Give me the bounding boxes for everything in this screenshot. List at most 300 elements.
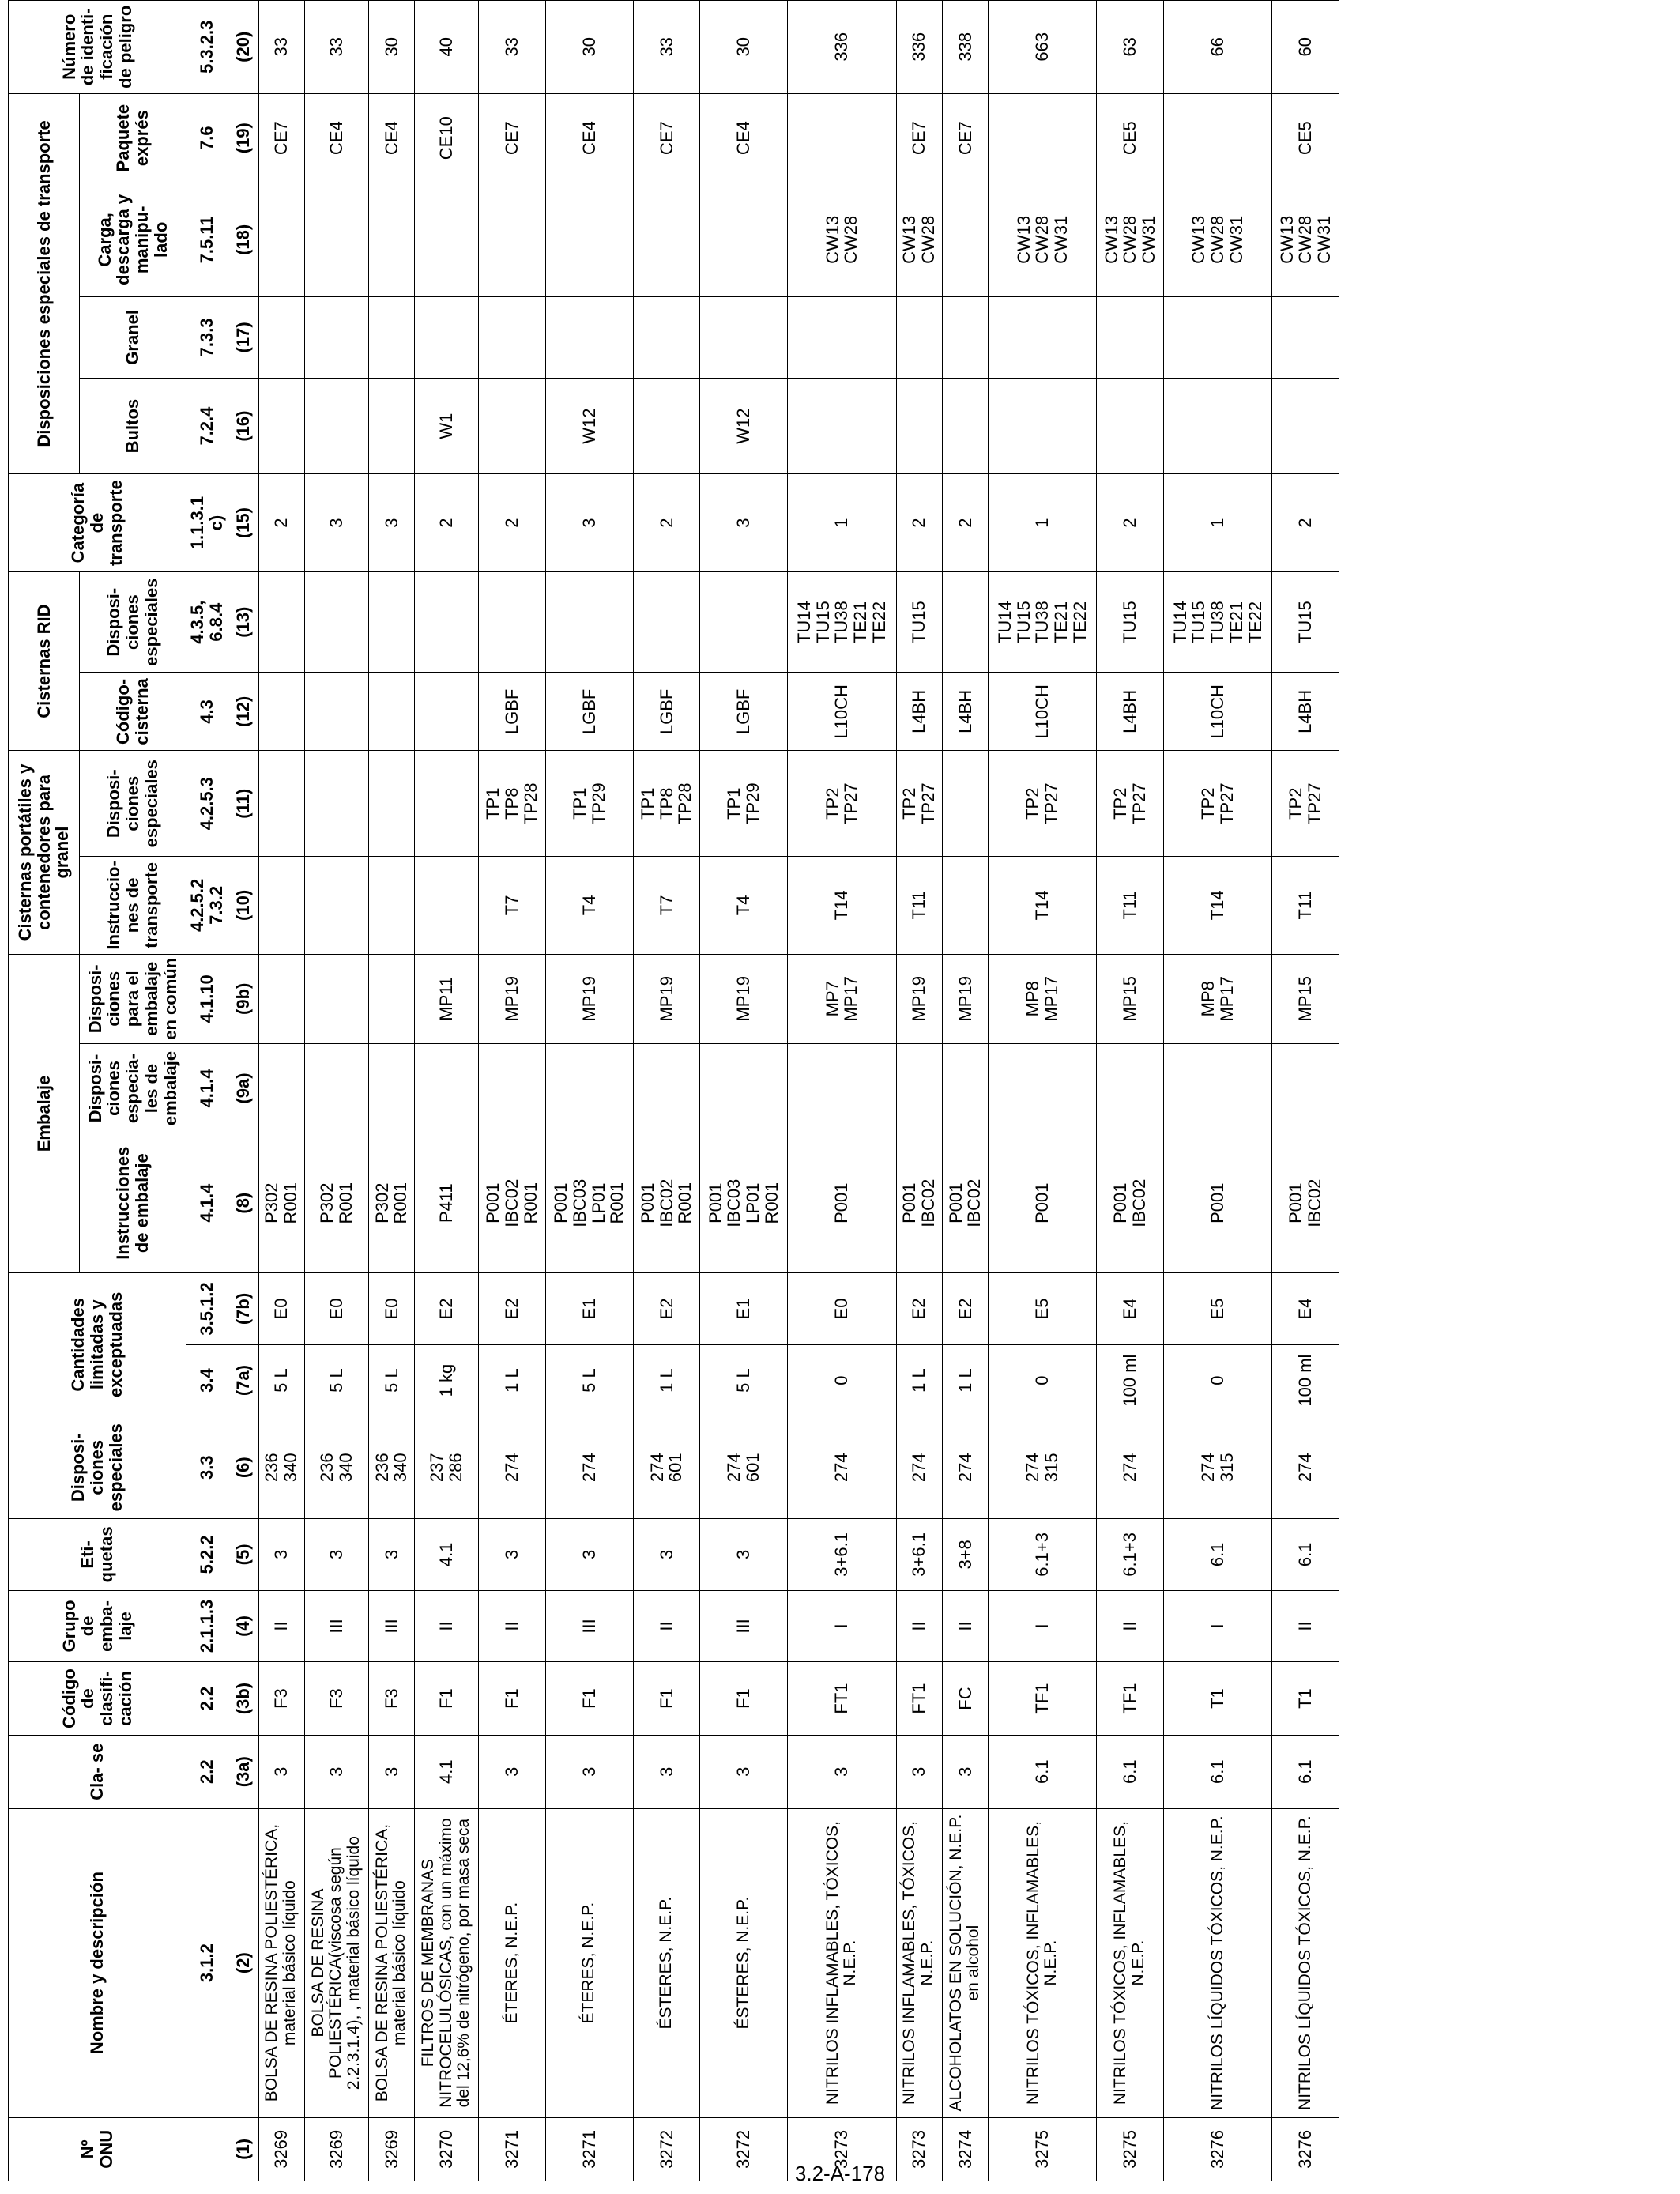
table-cell: TP2 TP27 bbox=[788, 751, 896, 857]
table-cell: TU15 bbox=[896, 571, 942, 673]
name-cell: NITRILOS LÍQUIDOS TÓXICOS, N.E.P. bbox=[1163, 1808, 1271, 2117]
table-cell: 4.1 bbox=[415, 1735, 479, 1808]
table-cell: E2 bbox=[479, 1273, 546, 1345]
un-number-cell: 3275 bbox=[989, 2117, 1097, 2181]
table-cell: TU15 bbox=[1272, 571, 1339, 673]
page-number: 3.2-A-178 bbox=[794, 2162, 886, 2185]
table-cell: T4 bbox=[545, 857, 633, 955]
table-cell bbox=[1272, 296, 1339, 378]
table-cell: L4BH bbox=[942, 673, 988, 751]
table-cell: 1 kg bbox=[415, 1344, 479, 1416]
table-cell: 5 L bbox=[258, 1344, 304, 1416]
table-cell bbox=[368, 296, 414, 378]
table-cell: 3 bbox=[304, 474, 368, 572]
table-cell bbox=[788, 93, 896, 183]
table-cell bbox=[942, 296, 988, 378]
table-cell: W12 bbox=[700, 378, 788, 473]
table-row bbox=[415, 1, 479, 2181]
table-cell: 274 bbox=[896, 1416, 942, 1519]
table-cell: T1 bbox=[1272, 1662, 1339, 1736]
table-cell: 5 L bbox=[700, 1344, 788, 1416]
column-number-cell: (1) bbox=[228, 2117, 258, 2181]
table-cell: 30 bbox=[545, 1, 633, 94]
table-cell: E4 bbox=[1272, 1273, 1339, 1345]
table-cell: 3 bbox=[545, 1735, 633, 1808]
table-cell: 3 bbox=[368, 1735, 414, 1808]
column-number-cell: (6) bbox=[228, 1416, 258, 1519]
reference-cell: 4.2.5.3 bbox=[186, 751, 228, 857]
table-cell: CE4 bbox=[368, 93, 414, 183]
table-cell bbox=[942, 571, 988, 673]
table-cell: MP8 MP17 bbox=[1163, 954, 1271, 1043]
table-cell: E1 bbox=[545, 1273, 633, 1345]
table-cell bbox=[368, 857, 414, 955]
table-cell bbox=[415, 1043, 479, 1133]
table-cell: T14 bbox=[989, 857, 1097, 955]
reference-cell: 5.2.2 bbox=[186, 1519, 228, 1591]
reference-cell: 2.2 bbox=[186, 1735, 228, 1808]
column-number-row bbox=[228, 1, 258, 2181]
table-cell: P001 IBC02 R001 bbox=[479, 1133, 546, 1273]
column-number-cell: (19) bbox=[228, 93, 258, 183]
table-cell bbox=[1163, 296, 1271, 378]
table-cell: II bbox=[415, 1590, 479, 1662]
column-number-cell: (16) bbox=[228, 378, 258, 473]
table-cell: CE7 bbox=[896, 93, 942, 183]
table-cell bbox=[633, 183, 700, 296]
table-cell: CE7 bbox=[633, 93, 700, 183]
table-cell: II bbox=[633, 1590, 700, 1662]
table-row bbox=[1163, 1, 1271, 2181]
table-cell bbox=[989, 378, 1097, 473]
table-cell: 3 bbox=[368, 474, 414, 572]
table-cell: II bbox=[258, 1590, 304, 1662]
name-cell: ÉTERES, N.E.P. bbox=[479, 1808, 546, 2117]
header-express: Paquete exprés bbox=[80, 93, 186, 183]
table-row bbox=[545, 1, 633, 2181]
un-number-cell: 3271 bbox=[545, 2117, 633, 2181]
table-cell: FT1 bbox=[788, 1662, 896, 1736]
reference-cell: 1.1.3.1 c) bbox=[186, 474, 228, 572]
table-cell: 3 bbox=[304, 1735, 368, 1808]
name-cell: ALCOHOLATOS EN SOLUCIÓN, N.E.P. en alcohol bbox=[942, 1808, 988, 2117]
table-cell: 6.1 bbox=[1163, 1519, 1271, 1591]
table-cell: 2 bbox=[1272, 474, 1339, 572]
table-cell: 33 bbox=[258, 1, 304, 94]
table-cell bbox=[415, 296, 479, 378]
table-cell: 1 bbox=[788, 474, 896, 572]
table-cell: II bbox=[896, 1590, 942, 1662]
table-cell: 1 L bbox=[896, 1344, 942, 1416]
table-cell bbox=[942, 751, 988, 857]
table-cell: 3 bbox=[258, 1519, 304, 1591]
table-cell: 3 bbox=[942, 1735, 988, 1808]
table-cell: MP19 bbox=[545, 954, 633, 1043]
un-number-cell: 3272 bbox=[700, 2117, 788, 2181]
table-cell: 2 bbox=[415, 474, 479, 572]
table-cell bbox=[1163, 93, 1271, 183]
table-cell: CE5 bbox=[1272, 93, 1339, 183]
table-cell: P001 bbox=[989, 1133, 1097, 1273]
table-cell: 3 bbox=[633, 1735, 700, 1808]
column-number-cell: (3a) bbox=[228, 1735, 258, 1808]
header-limited-quantities: Cantidades limitadas y exceptuadas bbox=[9, 1273, 186, 1416]
table-row bbox=[368, 1, 414, 2181]
table-cell: TP2 TP27 bbox=[989, 751, 1097, 857]
reference-row bbox=[186, 1, 228, 2181]
reference-cell: 5.3.2.3 bbox=[186, 1, 228, 94]
table-cell bbox=[942, 183, 988, 296]
column-number-cell: (2) bbox=[228, 1808, 258, 2117]
table-cell: 6.1 bbox=[1097, 1735, 1164, 1808]
header-mixed-packing: Disposi- ciones para el embalaje en común bbox=[80, 954, 186, 1043]
header-classification-code: Código de clasifi- cación bbox=[9, 1662, 186, 1736]
table-cell bbox=[633, 1043, 700, 1133]
table-row bbox=[479, 1, 546, 2181]
reference-cell: 4.3 bbox=[186, 673, 228, 751]
header-class: Cla- se bbox=[9, 1735, 186, 1808]
table-cell: II bbox=[1097, 1590, 1164, 1662]
name-cell: NITRILOS TÓXICOS, INFLAMABLES, N.E.P. bbox=[1097, 1808, 1164, 2117]
table-cell: MP19 bbox=[479, 954, 546, 1043]
table-cell: 274 601 bbox=[700, 1416, 788, 1519]
reference-cell: 2.1.1.3 bbox=[186, 1590, 228, 1662]
table-cell: 3+6.1 bbox=[896, 1519, 942, 1591]
table-cell bbox=[700, 296, 788, 378]
table-cell: 3 bbox=[700, 1735, 788, 1808]
table-cell bbox=[545, 571, 633, 673]
table-cell: F3 bbox=[368, 1662, 414, 1736]
table-cell: CE4 bbox=[304, 93, 368, 183]
column-number-cell: (9a) bbox=[228, 1043, 258, 1133]
table-cell: P302 R001 bbox=[258, 1133, 304, 1273]
table-cell: 60 bbox=[1272, 1, 1339, 94]
table-cell: E0 bbox=[788, 1273, 896, 1345]
table-cell bbox=[479, 1043, 546, 1133]
table-cell: T1 bbox=[1163, 1662, 1271, 1736]
table-cell: 274 bbox=[942, 1416, 988, 1519]
table-cell bbox=[989, 1043, 1097, 1133]
table-cell: 274 315 bbox=[1163, 1416, 1271, 1519]
table-cell: I bbox=[1163, 1590, 1271, 1662]
table-cell: E5 bbox=[989, 1273, 1097, 1345]
table-cell bbox=[545, 183, 633, 296]
table-cell: W12 bbox=[545, 378, 633, 473]
table-cell: II bbox=[942, 1590, 988, 1662]
table-cell: TU14 TU15 TU38 TE21 TE22 bbox=[788, 571, 896, 673]
table-cell: MP15 bbox=[1272, 954, 1339, 1043]
table-cell: FT1 bbox=[896, 1662, 942, 1736]
name-cell: NITRILOS INFLAMABLES, TÓXICOS, N.E.P. bbox=[896, 1808, 942, 2117]
header-tank-code: Código- cisterna bbox=[80, 673, 186, 751]
table-cell: 237 286 bbox=[415, 1416, 479, 1519]
table-cell: L4BH bbox=[1097, 673, 1164, 751]
table-cell: 4.1 bbox=[415, 1519, 479, 1591]
table-cell bbox=[896, 296, 942, 378]
table-cell bbox=[258, 296, 304, 378]
table-cell bbox=[942, 378, 988, 473]
table-cell: P001 IBC03 LP01 R001 bbox=[700, 1133, 788, 1273]
table-row bbox=[1272, 1, 1339, 2181]
table-cell: F1 bbox=[479, 1662, 546, 1736]
table-cell: CW13 CW28 CW31 bbox=[1097, 183, 1164, 296]
table-cell bbox=[304, 571, 368, 673]
header-bulk: Granel bbox=[80, 296, 186, 378]
table-cell: E0 bbox=[258, 1273, 304, 1345]
table-row bbox=[304, 1, 368, 2181]
reference-cell: 3.3 bbox=[186, 1416, 228, 1519]
table-row bbox=[896, 1, 942, 2181]
table-cell: TP1 TP29 bbox=[700, 751, 788, 857]
table-cell: E1 bbox=[700, 1273, 788, 1345]
table-cell: 33 bbox=[304, 1, 368, 94]
table-cell: 1 L bbox=[942, 1344, 988, 1416]
header-tank-instructions: Instruccio- nes de transporte bbox=[80, 857, 186, 955]
table-cell: 1 L bbox=[479, 1344, 546, 1416]
table-cell bbox=[1163, 378, 1271, 473]
table-cell: TP1 TP8 TP28 bbox=[479, 751, 546, 857]
table-cell bbox=[896, 378, 942, 473]
table-cell: 3 bbox=[479, 1519, 546, 1591]
header-portable-tanks: Cisternas portátiles y contenedores para granel bbox=[9, 751, 80, 954]
table-cell: 3 bbox=[545, 1519, 633, 1591]
un-number-cell: 3271 bbox=[479, 2117, 546, 2181]
table-cell bbox=[304, 378, 368, 473]
reference-cell: 4.1.4 bbox=[186, 1043, 228, 1133]
table-cell bbox=[989, 296, 1097, 378]
table-cell: 3 bbox=[633, 1519, 700, 1591]
table-cell: L4BH bbox=[896, 673, 942, 751]
column-number-cell: (12) bbox=[228, 673, 258, 751]
table-cell: CE4 bbox=[545, 93, 633, 183]
table-cell bbox=[368, 571, 414, 673]
table-cell: 30 bbox=[368, 1, 414, 94]
table-cell: F1 bbox=[633, 1662, 700, 1736]
table-cell: III bbox=[304, 1590, 368, 1662]
name-cell: BOLSA DE RESINA POLIESTÉRICA, material básico líquido bbox=[368, 1808, 414, 2117]
table-cell bbox=[304, 857, 368, 955]
table-cell: 6.1+3 bbox=[1097, 1519, 1164, 1591]
table-cell bbox=[368, 673, 414, 751]
table-cell bbox=[304, 673, 368, 751]
table-cell bbox=[368, 954, 414, 1043]
table-cell: 274 bbox=[788, 1416, 896, 1519]
un-number-cell: 3276 bbox=[1272, 2117, 1339, 2181]
table-cell bbox=[545, 1043, 633, 1133]
table-cell: F1 bbox=[415, 1662, 479, 1736]
table-cell: 1 bbox=[1163, 474, 1271, 572]
reference-cell: 4.3.5, 6.8.4 bbox=[186, 571, 228, 673]
table-cell: TP2 TP27 bbox=[1163, 751, 1271, 857]
reference-cell: 7.6 bbox=[186, 93, 228, 183]
table-cell bbox=[788, 378, 896, 473]
table-cell bbox=[479, 183, 546, 296]
name-cell: BOLSA DE RESINA POLIESTÉRICA, material básico líquido bbox=[258, 1808, 304, 2117]
table-cell: F1 bbox=[545, 1662, 633, 1736]
table-cell: CE7 bbox=[942, 93, 988, 183]
table-cell bbox=[479, 571, 546, 673]
header-rid-tanks: Cisternas RID bbox=[9, 571, 80, 750]
table-cell bbox=[368, 1043, 414, 1133]
table-cell: CE5 bbox=[1097, 93, 1164, 183]
table-cell: 2 bbox=[479, 474, 546, 572]
header-transport-category: Categoría de transporte bbox=[9, 474, 186, 572]
column-number-cell: (13) bbox=[228, 571, 258, 673]
column-number-cell: (18) bbox=[228, 183, 258, 296]
column-number-cell: (7a) bbox=[228, 1344, 258, 1416]
table-cell bbox=[258, 183, 304, 296]
table-cell: 274 bbox=[545, 1416, 633, 1519]
un-number-cell: 3269 bbox=[368, 2117, 414, 2181]
table-cell: 5 L bbox=[368, 1344, 414, 1416]
table-cell: E2 bbox=[896, 1273, 942, 1345]
table-cell bbox=[258, 673, 304, 751]
reference-cell: 4.1.10 bbox=[186, 954, 228, 1043]
table-cell: 236 340 bbox=[258, 1416, 304, 1519]
table-cell: 3 bbox=[368, 1519, 414, 1591]
table-cell: 3 bbox=[788, 1735, 896, 1808]
table-cell: 3 bbox=[700, 1519, 788, 1591]
table-cell bbox=[700, 571, 788, 673]
table-cell: P302 R001 bbox=[368, 1133, 414, 1273]
table-cell: 3 bbox=[896, 1735, 942, 1808]
table-cell bbox=[788, 1043, 896, 1133]
table-cell: 6.1+3 bbox=[989, 1519, 1097, 1591]
un-number-cell: 3269 bbox=[258, 2117, 304, 2181]
table-cell: 338 bbox=[942, 1, 988, 94]
table-cell: MP19 bbox=[942, 954, 988, 1043]
table-cell: LGBF bbox=[479, 673, 546, 751]
table-cell: F1 bbox=[700, 1662, 788, 1736]
reference-cell: 3.4 bbox=[186, 1344, 228, 1416]
column-number-cell: (9b) bbox=[228, 954, 258, 1043]
header-name: Nombre y descripción bbox=[9, 1808, 186, 2117]
table-cell: T4 bbox=[700, 857, 788, 955]
table-cell bbox=[1097, 378, 1164, 473]
table-cell: LGBF bbox=[700, 673, 788, 751]
table-cell: CE10 bbox=[415, 93, 479, 183]
table-cell: 5 L bbox=[545, 1344, 633, 1416]
table-cell bbox=[258, 857, 304, 955]
table-cell bbox=[415, 183, 479, 296]
dangerous-goods-table bbox=[8, 0, 1339, 2181]
table-cell: F3 bbox=[258, 1662, 304, 1736]
table-cell: E2 bbox=[415, 1273, 479, 1345]
table-cell: II bbox=[1272, 1590, 1339, 1662]
table-cell: 0 bbox=[989, 1344, 1097, 1416]
table-cell: 1 bbox=[989, 474, 1097, 572]
table-cell: 2 bbox=[942, 474, 988, 572]
table-cell: T11 bbox=[1272, 857, 1339, 955]
table-cell bbox=[479, 296, 546, 378]
table-cell: MP19 bbox=[633, 954, 700, 1043]
table-cell bbox=[479, 378, 546, 473]
table-cell: 3+6.1 bbox=[788, 1519, 896, 1591]
table-cell: 236 340 bbox=[304, 1416, 368, 1519]
header-hazard-number: Número de identi- ficación de peligro bbox=[9, 1, 186, 94]
table-cell: 33 bbox=[479, 1, 546, 94]
table-cell bbox=[304, 1043, 368, 1133]
table-cell bbox=[258, 378, 304, 473]
table-cell bbox=[415, 571, 479, 673]
table-cell bbox=[415, 857, 479, 955]
name-cell: NITRILOS LÍQUIDOS TÓXICOS, N.E.P. bbox=[1272, 1808, 1339, 2117]
header-tank-special: Disposi- ciones especiales bbox=[80, 751, 186, 857]
header-special-packing: Disposi- ciones especia- les de embalaje bbox=[80, 1043, 186, 1133]
table-cell bbox=[304, 751, 368, 857]
table-cell: LGBF bbox=[545, 673, 633, 751]
table-cell: CW13 CW28 bbox=[788, 183, 896, 296]
reference-cell: 7.2.4 bbox=[186, 378, 228, 473]
table-cell: CW13 CW28 bbox=[896, 183, 942, 296]
table-cell bbox=[633, 296, 700, 378]
reference-cell: 4.2.5.2 7.3.2 bbox=[186, 857, 228, 955]
table-cell: 3 bbox=[700, 474, 788, 572]
column-number-cell: (5) bbox=[228, 1519, 258, 1591]
reference-cell: 3.5.1.2 bbox=[186, 1273, 228, 1345]
un-number-cell: 3274 bbox=[942, 2117, 988, 2181]
table-cell: MP15 bbox=[1097, 954, 1164, 1043]
table-cell: TU15 bbox=[1097, 571, 1164, 673]
table-cell: 5 L bbox=[304, 1344, 368, 1416]
name-cell: ÉSTERES, N.E.P. bbox=[633, 1808, 700, 2117]
reference-cell: 7.5.11 bbox=[186, 183, 228, 296]
table-row bbox=[942, 1, 988, 2181]
table-cell: 40 bbox=[415, 1, 479, 94]
table-cell: 274 bbox=[479, 1416, 546, 1519]
table-cell bbox=[415, 673, 479, 751]
table-cell: P001 IBC02 R001 bbox=[633, 1133, 700, 1273]
table-cell bbox=[1097, 1043, 1164, 1133]
table-cell: P411 bbox=[415, 1133, 479, 1273]
table-cell: 1 L bbox=[633, 1344, 700, 1416]
table-cell: 274 bbox=[1272, 1416, 1339, 1519]
name-cell: ÉSTERES, N.E.P. bbox=[700, 1808, 788, 2117]
table-row bbox=[1097, 1, 1164, 2181]
table-cell: CE7 bbox=[479, 93, 546, 183]
table-cell: L4BH bbox=[1272, 673, 1339, 751]
column-number-cell: (10) bbox=[228, 857, 258, 955]
column-number-cell: (20) bbox=[228, 1, 258, 94]
table-cell: 6.1 bbox=[989, 1735, 1097, 1808]
table-cell: 100 ml bbox=[1272, 1344, 1339, 1416]
name-cell: NITRILOS INFLAMABLES, TÓXICOS, N.E.P. bbox=[788, 1808, 896, 2117]
table-cell: P001 IBC02 bbox=[1097, 1133, 1164, 1273]
table-cell: P001 IBC02 bbox=[1272, 1133, 1339, 1273]
column-number-cell: (7b) bbox=[228, 1273, 258, 1345]
table-cell bbox=[942, 857, 988, 955]
column-number-cell: (8) bbox=[228, 1133, 258, 1273]
table-cell bbox=[700, 183, 788, 296]
table-cell: L10CH bbox=[989, 673, 1097, 751]
table-cell: TP2 TP27 bbox=[1097, 751, 1164, 857]
table-cell: III bbox=[545, 1590, 633, 1662]
table-cell: 30 bbox=[700, 1, 788, 94]
table-body bbox=[258, 1, 1339, 2181]
table-cell: MP8 MP17 bbox=[989, 954, 1097, 1043]
table-cell: 274 315 bbox=[989, 1416, 1097, 1519]
table-cell bbox=[633, 378, 700, 473]
table-cell: MP19 bbox=[896, 954, 942, 1043]
header-packing-instructions: Instrucciones de embalaje bbox=[80, 1133, 186, 1273]
table-cell: E2 bbox=[942, 1273, 988, 1345]
table-cell: 100 ml bbox=[1097, 1344, 1164, 1416]
table-cell: 6.1 bbox=[1272, 1519, 1339, 1591]
table-cell: T11 bbox=[1097, 857, 1164, 955]
table-cell bbox=[989, 93, 1097, 183]
table-cell: 2 bbox=[633, 474, 700, 572]
table-cell: II bbox=[479, 1590, 546, 1662]
